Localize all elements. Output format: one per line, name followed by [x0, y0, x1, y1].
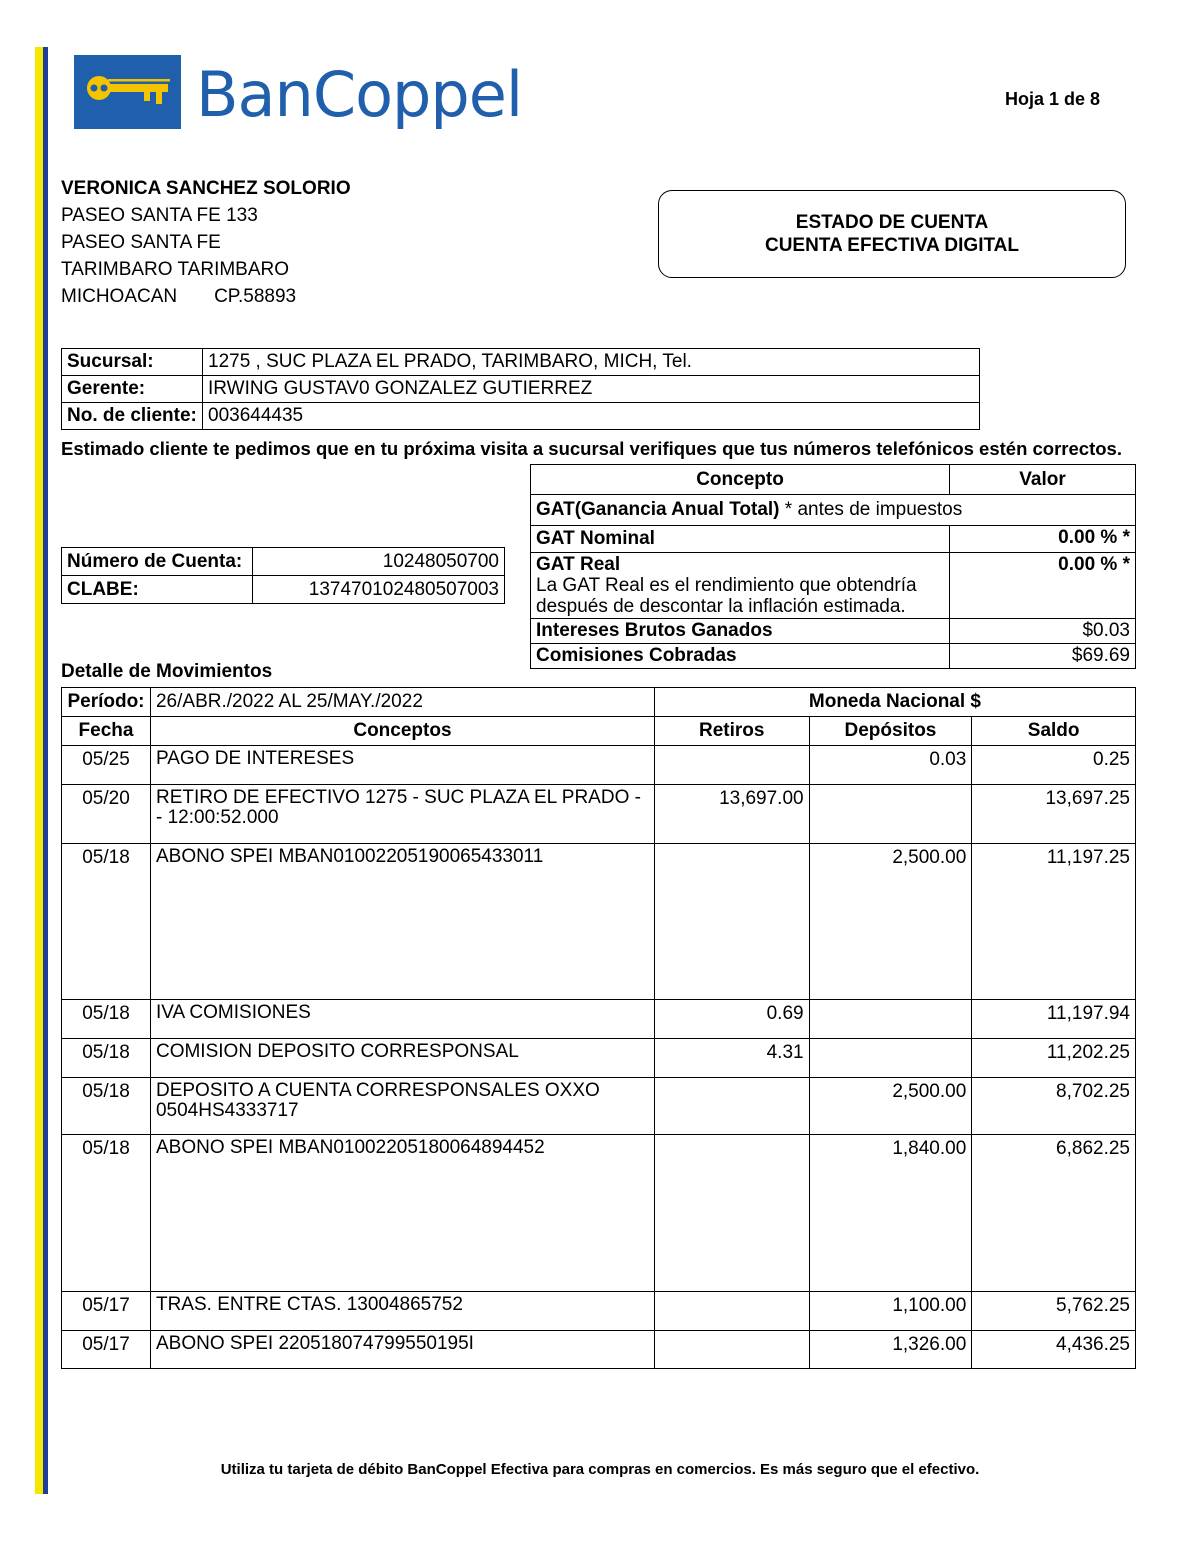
manager-label: Gerente:	[62, 376, 203, 403]
gat-real-value: 0.00 % *	[950, 553, 1136, 619]
row-withdrawal	[654, 1331, 809, 1369]
row-concept: COMISION DEPOSITO CORRESPONSAL	[150, 1039, 654, 1078]
row-balance: 11,197.25	[972, 844, 1136, 1000]
row-withdrawal	[654, 1135, 809, 1292]
phone-notice: Estimado cliente te pedimos que en tu próxima visita a sucursal verifiques que tus números telefónicos estén correctos.	[61, 438, 1122, 459]
gat-real-description: La GAT Real es el rendimiento que obtendría después de descontar la inflación estimada.	[536, 575, 917, 617]
gat-total-cell	[531, 495, 1136, 526]
address-line: PASEO SANTA FE 133	[61, 205, 258, 226]
row-deposit	[809, 1039, 972, 1078]
row-concept: IVA COMISIONES	[150, 1000, 654, 1039]
row-withdrawal	[654, 844, 809, 1000]
row-concept: TRAS. ENTRE CTAS. 13004865752	[150, 1292, 654, 1331]
row-withdrawal	[654, 746, 809, 785]
gat-nominal-label: GAT Nominal	[531, 526, 950, 553]
table-row	[531, 526, 1136, 553]
table-row	[62, 844, 1136, 1000]
row-deposit: 2,500.00	[809, 1078, 972, 1135]
key-logo-icon	[74, 55, 181, 129]
table-row	[531, 553, 1136, 619]
row-balance: 13,697.25	[972, 785, 1136, 844]
row-concept: RETIRO DE EFECTIVO 1275 - SUC PLAZA EL PRADO - - 12:00:52.000	[150, 785, 654, 844]
client-address-block	[61, 175, 351, 310]
client-number-label: No. de cliente:	[62, 403, 203, 430]
row-concept: PAGO DE INTERESES	[150, 746, 654, 785]
row-concept: ABONO SPEI MBAN01002205180064894452	[150, 1135, 654, 1292]
account-type: CUENTA EFECTIVA DIGITAL	[764, 235, 1020, 256]
address-line: PASEO SANTA FE	[61, 232, 221, 253]
row-date: 05/18	[62, 1000, 151, 1039]
account-table	[61, 547, 505, 604]
footer-note: Utiliza tu tarjeta de débito BanCoppel Efectiva para compras en comercios. Es más seguro que el efectivo.	[220, 1461, 980, 1478]
period-value: 26/ABR./2022 AL 25/MAY./2022	[150, 688, 654, 717]
table-row	[62, 746, 1136, 785]
column-header: Saldo	[972, 717, 1136, 746]
movements-title: Detalle de Movimientos	[61, 661, 273, 682]
row-withdrawal: 13,697.00	[654, 785, 809, 844]
currency-label: Moneda Nacional $	[654, 688, 1135, 717]
row-deposit	[809, 785, 972, 844]
column-header: Fecha	[62, 717, 151, 746]
period-label: Período:	[62, 688, 151, 717]
table-row	[62, 376, 980, 403]
row-balance: 5,762.25	[972, 1292, 1136, 1331]
row-withdrawal	[654, 1292, 809, 1331]
account-number-label: Número de Cuenta:	[62, 548, 253, 576]
row-balance: 11,197.94	[972, 1000, 1136, 1039]
table-row	[531, 495, 1136, 526]
column-header: Depósitos	[809, 717, 972, 746]
table-row	[62, 1000, 1136, 1039]
row-date: 05/18	[62, 1135, 151, 1292]
row-date: 05/17	[62, 1292, 151, 1331]
commissions-label: Comisiones Cobradas	[531, 644, 950, 669]
address-line: MICHOACAN CP.58893	[61, 286, 297, 307]
table-row	[531, 644, 1136, 669]
table-header-row	[62, 717, 1136, 746]
table-row	[531, 619, 1136, 644]
movements-table	[61, 687, 1136, 1369]
period-row	[62, 688, 1136, 717]
table-row	[62, 785, 1136, 844]
row-balance: 6,862.25	[972, 1135, 1136, 1292]
row-deposit: 2,500.00	[809, 844, 972, 1000]
statement-title-box	[658, 190, 1126, 278]
row-concept: ABONO SPEI 220518074799550195I	[150, 1331, 654, 1369]
row-deposit: 1,100.00	[809, 1292, 972, 1331]
gat-table	[530, 464, 1136, 669]
table-row	[62, 349, 980, 376]
row-deposit: 1,326.00	[809, 1331, 972, 1369]
row-withdrawal	[654, 1078, 809, 1135]
row-deposit: 0.03	[809, 746, 972, 785]
table-row	[62, 403, 980, 430]
interest-value: $0.03	[950, 619, 1136, 644]
row-date: 05/20	[62, 785, 151, 844]
interest-label: Intereses Brutos Ganados	[531, 619, 950, 644]
row-concept: ABONO SPEI MBAN01002205190065433011	[150, 844, 654, 1000]
row-deposit: 1,840.00	[809, 1135, 972, 1292]
row-date: 05/25	[62, 746, 151, 785]
address-line: TARIMBARO TARIMBARO	[61, 259, 290, 280]
table-row	[62, 548, 505, 576]
branch-info-table	[61, 348, 980, 430]
row-withdrawal: 0.69	[654, 1000, 809, 1039]
manager-value: IRWING GUSTAV0 GONZALEZ GUTIERREZ	[203, 376, 980, 403]
table-row	[62, 1292, 1136, 1331]
gat-real-label: GAT Real	[536, 554, 621, 575]
statement-title: ESTADO DE CUENTA	[795, 212, 989, 233]
column-header: Conceptos	[150, 717, 654, 746]
gat-total-label: GAT(Ganancia Anual Total)	[536, 499, 780, 520]
table-row	[62, 576, 505, 604]
table-row	[62, 1078, 1136, 1135]
table-row	[62, 1135, 1136, 1292]
column-header: Concepto	[531, 465, 950, 495]
table-row	[62, 1039, 1136, 1078]
gat-nominal-value: 0.00 % *	[950, 526, 1136, 553]
row-date: 05/18	[62, 1078, 151, 1135]
row-balance: 8,702.25	[972, 1078, 1136, 1135]
row-balance: 0.25	[972, 746, 1136, 785]
table-header-row	[531, 465, 1136, 495]
row-date: 05/17	[62, 1331, 151, 1369]
account-number-value: 10248050700	[253, 548, 505, 576]
side-stripe	[35, 47, 48, 1494]
row-date: 05/18	[62, 1039, 151, 1078]
branch-value: 1275 , SUC PLAZA EL PRADO, TARIMBARO, MICH, Tel.	[203, 349, 980, 376]
column-header: Valor	[950, 465, 1136, 495]
clabe-label: CLABE:	[62, 576, 253, 604]
column-header: Retiros	[654, 717, 809, 746]
brand-logo: BanCoppel	[196, 58, 523, 131]
row-deposit	[809, 1000, 972, 1039]
page-counter: Hoja 1 de 8	[1005, 89, 1101, 109]
client-name: VERONICA SANCHEZ SOLORIO	[61, 178, 351, 199]
client-number-value: 003644435	[203, 403, 980, 430]
table-row	[62, 1331, 1136, 1369]
row-balance: 11,202.25	[972, 1039, 1136, 1078]
row-balance: 4,436.25	[972, 1331, 1136, 1369]
row-concept: DEPOSITO A CUENTA CORRESPONSALES OXXO 0504HS4333717	[150, 1078, 654, 1135]
row-date: 05/18	[62, 844, 151, 1000]
branch-label: Sucursal:	[62, 349, 203, 376]
gat-real-cell	[531, 553, 950, 619]
gat-total-note: * antes de impuestos	[779, 499, 963, 520]
row-withdrawal: 4.31	[654, 1039, 809, 1078]
commissions-value: $69.69	[950, 644, 1136, 669]
clabe-value: 137470102480507003	[253, 576, 505, 604]
